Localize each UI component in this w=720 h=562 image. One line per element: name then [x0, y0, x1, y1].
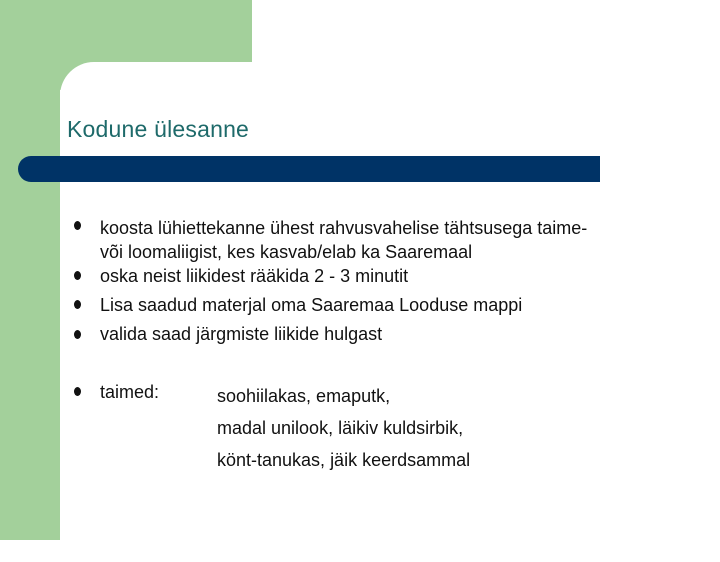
slide-title: Kodune ülesanne	[67, 116, 250, 142]
decor-green-left	[0, 0, 60, 540]
bullet-3-text: Lisa saadud materjal oma Saaremaa Looduse mappi	[100, 295, 523, 315]
bullet-marker-4	[74, 330, 81, 339]
plants-line-1: soohiilakas, emaputk,	[217, 386, 391, 406]
plants-line-2: madal unilook, läikiv kuldsirbik,	[217, 418, 464, 438]
bullet-1-line-1: koosta lühiettekanne ühest rahvusvahelise tähtsusega taime-	[100, 218, 588, 238]
title-underline-bar	[18, 156, 600, 182]
bullet-marker-5	[74, 387, 81, 396]
plants-label: taimed:	[100, 382, 160, 402]
plants-line-3: könt-tanukas, jäik keerdsammal	[217, 450, 471, 470]
bullet-marker-1	[74, 221, 81, 230]
bullet-marker-2	[74, 271, 81, 280]
bullet-4-text: valida saad järgmiste liikide hulgast	[100, 324, 383, 344]
plants-list	[217, 380, 470, 476]
bullet-marker-3	[74, 300, 81, 309]
bullet-1-line-2: või loomaliigist, kes kasvab/elab ka Saaremaal	[100, 242, 473, 262]
bullet-2-text: oska neist liikidest rääkida 2 - 3 minutit	[100, 266, 409, 286]
